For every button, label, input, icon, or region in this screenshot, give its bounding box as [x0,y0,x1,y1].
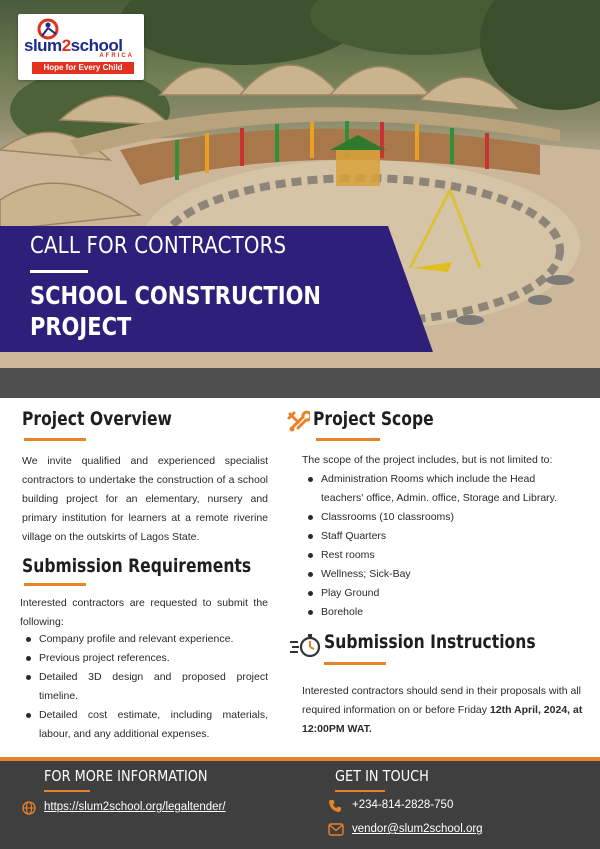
list-item: Wellness; Sick-Bay [304,565,572,584]
footer [0,761,600,849]
logo-wordmark: slum2school [24,36,123,55]
scope-heading: Project Scope [313,408,434,430]
list-item: Borehole [304,603,572,622]
list-item: Play Ground [304,584,572,603]
banner-title-line2: PROJECT [30,312,132,341]
slum2school-logo [18,14,144,80]
banner-divider [30,270,88,273]
globe-icon [22,801,36,815]
deadline-text: 12th April, 2024, at 12:00PM WAT. [302,704,583,735]
hero-image [0,0,600,368]
info-underline [44,790,90,792]
phone-icon [328,799,342,813]
contact-heading: GET IN TOUCH [335,767,429,785]
list-item: Detailed 3D design and proposed project timeline. [22,668,268,706]
contact-underline [335,790,385,792]
scope-underline [316,438,380,441]
requirements-intro: Interested contractors are requested to submit the following: [20,597,268,628]
overview-underline [24,438,86,441]
list-item: Detailed cost estimate, including materials, labour, and any additional expenses. [22,706,268,744]
divider-bar [0,368,600,398]
banner-title-line1: SCHOOL CONSTRUCTION [30,281,322,310]
email-icon [328,823,344,836]
stopwatch-icon [290,632,322,658]
email-link[interactable]: vendor@slum2school.org [352,823,483,835]
requirements-heading: Submission Requirements [22,555,252,577]
info-heading: FOR MORE INFORMATION [44,767,208,785]
logo-tagline: Hope for Every Child [32,62,134,74]
scope-intro: The scope of the project includes, but is not limited to: [302,454,553,466]
tools-icon [286,410,310,434]
list-item: Company profile and relevant experience. [22,630,268,649]
overview-heading: Project Overview [22,408,172,430]
list-item: Classrooms (10 classrooms) [304,508,572,527]
requirements-underline [24,583,86,586]
website-link[interactable]: https://slum2school.org/legaltender/ [44,801,226,813]
scope-list [304,470,572,622]
phone-number[interactable]: +234-814-2828-750 [352,799,454,811]
logo-region: AFRICA [99,53,134,59]
list-item: Previous project references. [22,649,268,668]
list-item: Staff Quarters [304,527,572,546]
banner-kicker: CALL FOR CONTRACTORS [30,233,287,259]
instructions-underline [324,662,386,665]
requirements-list [22,630,268,744]
instructions-body: Interested contractors should send in their proposals with all required information on or before Friday 12th April, 2024, at 12:00PM WAT. [302,685,583,735]
title-banner [0,226,433,352]
list-item: Administration Rooms which include the Head teachers' office, Admin. office, Storage and Library. [304,470,572,508]
overview-body: We invite qualified and experienced specialist contractors to undertake the construction of a school building project for an elementary, nursery and primary institution for learners at a remote riverine village on the outskirts of Lagos State. [22,455,268,543]
list-item: Rest rooms [304,546,572,565]
banner-title [30,280,321,342]
instructions-heading: Submission Instructions [324,631,536,653]
